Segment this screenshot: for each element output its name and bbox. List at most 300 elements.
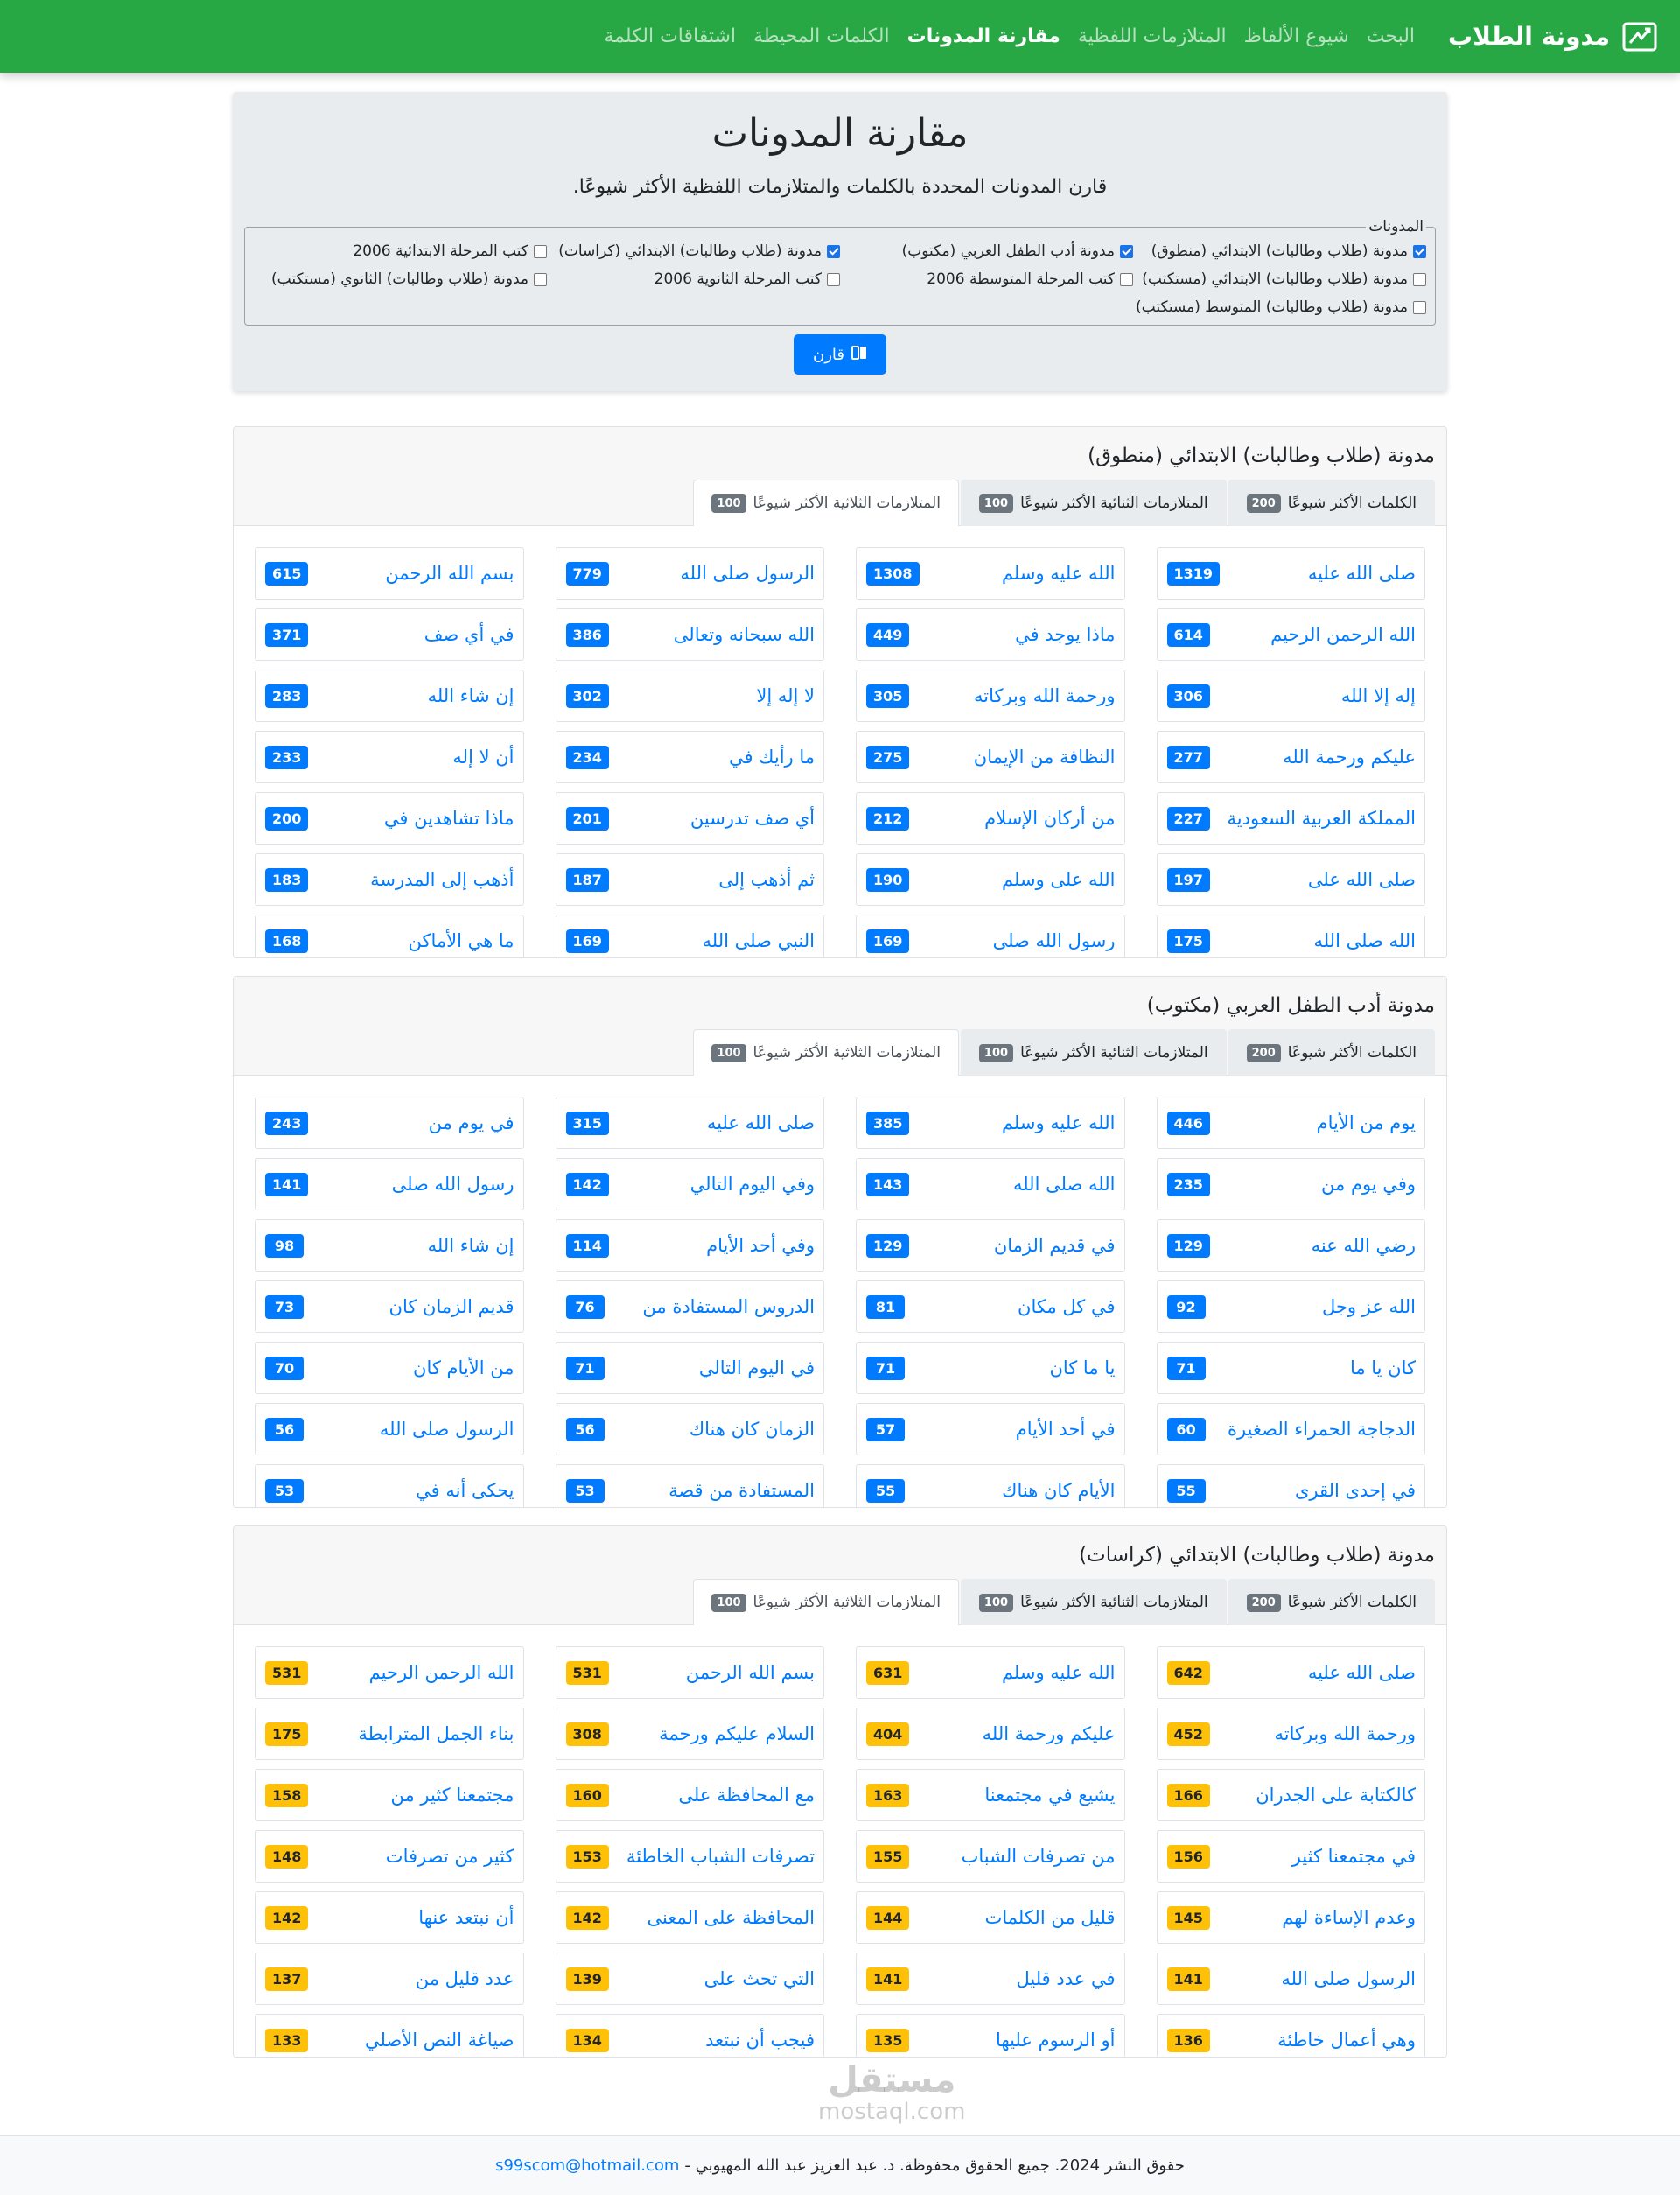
collocation-term[interactable]: قديم الزمان كان <box>388 1296 514 1317</box>
collocation-count-badge: 201 <box>566 807 609 831</box>
collocation-item[interactable] <box>255 1953 524 2005</box>
collocation-term[interactable]: النبي صلى الله <box>702 930 815 951</box>
collocation-term[interactable]: أذهب إلى المدرسة <box>370 869 514 890</box>
collocation-item[interactable] <box>856 1158 1125 1210</box>
collocation-term[interactable]: تصرفات الشباب الخاطئة <box>626 1846 815 1867</box>
tab-top-words[interactable] <box>1228 480 1435 526</box>
collocation-count-badge: 306 <box>1167 684 1210 708</box>
corpus-checkbox[interactable] <box>827 245 840 258</box>
collocation-item[interactable] <box>856 853 1125 906</box>
collocation-term[interactable]: في أحد الأيام <box>1015 1419 1116 1440</box>
collocation-term[interactable]: الله الرحمن الرحيم <box>368 1662 514 1683</box>
collocation-count-badge: 98 <box>265 1234 304 1258</box>
collocation-count-badge: 142 <box>265 1906 308 1930</box>
brand-name: مدونة الطلاب <box>1448 22 1610 51</box>
collocation-item[interactable] <box>556 1646 825 1699</box>
collocation-term[interactable]: بسم الله الرحمن <box>385 563 514 584</box>
collocation-count-badge: 275 <box>866 746 909 769</box>
collocation-term[interactable]: في اليوم التالي <box>698 1357 815 1378</box>
tab-label: المتلازمات الثنائية الأكثر شيوعًا <box>1020 494 1208 512</box>
result-tabs <box>691 1579 1435 1625</box>
collocation-item[interactable] <box>255 853 524 906</box>
collocation-item[interactable] <box>556 1891 825 1944</box>
collocation-count-badge: 308 <box>566 1722 609 1746</box>
corpus-option[interactable] <box>547 270 840 288</box>
collocation-item[interactable] <box>1157 670 1426 722</box>
result-tabs <box>691 1029 1435 1076</box>
collocation-item[interactable] <box>856 1708 1125 1760</box>
collocation-term[interactable]: ورحمة الله وبركاته <box>1274 1723 1416 1744</box>
collocation-item[interactable] <box>1157 853 1426 906</box>
collocation-item[interactable] <box>856 1403 1125 1455</box>
collocation-item[interactable] <box>556 670 825 722</box>
collocation-term[interactable]: الله سبحانه وتعالى <box>673 624 815 645</box>
corpora-legend: المدونات <box>1368 218 1424 235</box>
collocation-term[interactable]: كثير من تصرفات <box>385 1846 514 1867</box>
collocation-term[interactable]: الله صلى الله <box>1313 930 1416 951</box>
collocation-term[interactable]: النظافة من الإيمان <box>973 747 1116 768</box>
collocation-item[interactable] <box>1157 1769 1426 1821</box>
collocation-count-badge: 71 <box>566 1357 605 1380</box>
collocation-term[interactable]: ماذا يوجد في <box>1015 624 1116 645</box>
collocation-term[interactable]: وعدم الإساءة لهم <box>1282 1907 1416 1928</box>
collocation-item[interactable] <box>255 1403 524 1455</box>
collocation-count-badge: 144 <box>866 1906 909 1930</box>
collocation-term[interactable]: الرسول صلى الله <box>379 1419 514 1440</box>
tab-count-badge: 200 <box>1247 1044 1281 1062</box>
tab-top-bigrams[interactable] <box>961 1579 1227 1625</box>
collocation-term[interactable]: يشيع في مجتمعنا <box>984 1785 1116 1806</box>
nav-frequency[interactable]: شيوع الألفاظ <box>1243 25 1349 47</box>
corpus-checkbox[interactable] <box>1413 273 1426 286</box>
collocation-item[interactable] <box>856 1769 1125 1821</box>
collocation-count-badge: 212 <box>866 807 909 831</box>
corpus-title: مدونة أدب الطفل العربي (مكتوب) <box>1146 994 1435 1017</box>
collocation-item[interactable] <box>1157 1403 1426 1455</box>
collocation-term[interactable]: ما رأيك في <box>728 747 815 768</box>
corpus-option[interactable] <box>1133 242 1426 260</box>
collocation-term[interactable]: في مجتمعنا كثير <box>1292 1846 1416 1867</box>
collocation-count-badge: 92 <box>1167 1295 1206 1319</box>
collocation-item[interactable] <box>255 2014 524 2057</box>
main-container <box>233 92 1447 2058</box>
collocation-item[interactable] <box>1157 2014 1426 2057</box>
collocation-item[interactable] <box>1157 731 1426 783</box>
collocation-item[interactable] <box>856 915 1125 957</box>
card-header <box>234 1526 1446 1625</box>
collocation-item[interactable] <box>556 1219 825 1272</box>
collocation-term[interactable]: إن شاء الله <box>427 685 514 706</box>
collocation-term[interactable]: صلى الله عليه <box>706 1112 815 1133</box>
compare-button-label: قارن <box>813 345 844 364</box>
tab-label: المتلازمات الثنائية الأكثر شيوعًا <box>1020 1044 1208 1062</box>
collocation-item[interactable] <box>856 2014 1125 2057</box>
collocation-term[interactable]: في إحدى القرى <box>1294 1480 1416 1501</box>
tab-count-badge: 100 <box>979 494 1013 513</box>
collocation-count-badge: 53 <box>566 1479 605 1503</box>
collocation-term[interactable]: في كل مكان <box>1018 1296 1116 1317</box>
tab-top-trigrams[interactable] <box>693 480 959 526</box>
collocation-item[interactable] <box>856 1280 1125 1333</box>
brand[interactable] <box>1448 19 1657 54</box>
collocation-term[interactable]: الله عليه وسلم <box>1001 563 1116 584</box>
collocation-item[interactable] <box>556 1708 825 1760</box>
collocation-term[interactable]: التي تحث على <box>704 1968 815 1989</box>
collocation-item[interactable] <box>1157 1464 1426 1507</box>
collocation-item[interactable] <box>255 1158 524 1210</box>
collocation-count-badge: 163 <box>866 1784 909 1807</box>
footer-email-link[interactable]: s99scom@hotmail.com <box>495 2156 680 2175</box>
collocation-item[interactable] <box>1157 1830 1426 1883</box>
collocation-count-badge: 139 <box>566 1967 609 1991</box>
collocation-item[interactable] <box>556 731 825 783</box>
tab-label: المتلازمات الثنائية الأكثر شيوعًا <box>1020 1594 1208 1611</box>
collocation-count-badge: 234 <box>566 746 609 769</box>
collocation-count-badge: 57 <box>866 1418 905 1441</box>
collocation-item[interactable] <box>255 1646 524 1699</box>
compare-panel <box>233 92 1447 391</box>
collocation-count-badge: 143 <box>866 1173 909 1196</box>
collocation-count-badge: 153 <box>566 1845 609 1869</box>
nav-collocations[interactable]: المتلازمات اللفظية <box>1077 25 1227 47</box>
collocation-term[interactable]: صلى الله على <box>1307 869 1416 890</box>
tab-count-badge: 100 <box>711 1594 746 1612</box>
collocation-count-badge: 136 <box>1167 2029 1210 2052</box>
navbar <box>0 0 1680 73</box>
collocation-count-badge: 446 <box>1167 1112 1210 1135</box>
collocation-term[interactable]: أي صف تدرسين <box>690 808 815 829</box>
collocation-item[interactable] <box>856 1342 1125 1394</box>
collocation-item[interactable] <box>1157 915 1426 957</box>
corpus-option[interactable] <box>1133 270 1426 288</box>
collocation-term[interactable]: من أركان الإسلام <box>984 808 1116 829</box>
collocation-term[interactable]: الرسول صلى الله <box>1281 1968 1416 1989</box>
collocation-term[interactable]: في يوم من <box>428 1112 514 1133</box>
card-body <box>234 1076 1446 1507</box>
result-tabs <box>691 480 1435 526</box>
collocation-term[interactable]: إن شاء الله <box>427 1235 514 1256</box>
tab-top-words[interactable] <box>1228 1579 1435 1625</box>
signature-logo-icon <box>1622 19 1657 54</box>
collocation-item[interactable] <box>255 1769 524 1821</box>
collocation-item[interactable] <box>856 1219 1125 1272</box>
collocation-item[interactable] <box>255 1342 524 1394</box>
collocation-term[interactable]: ورحمة الله وبركاته <box>973 685 1116 706</box>
collocation-term[interactable]: الدجاجة الحمراء الصغيرة <box>1228 1419 1416 1440</box>
collocation-term[interactable]: المحافظة على المعنى <box>647 1907 815 1928</box>
collocation-item[interactable] <box>255 547 524 600</box>
collocation-term[interactable]: عليكم ورحمة الله <box>982 1723 1116 1744</box>
collocation-item[interactable] <box>255 1891 524 1944</box>
collocation-item[interactable] <box>856 670 1125 722</box>
collocation-term[interactable]: فيجب أن نبتعد <box>705 2030 815 2051</box>
collocation-item[interactable] <box>856 1646 1125 1699</box>
collocation-term[interactable]: كالكتابة على الجدران <box>1256 1785 1416 1806</box>
tab-label: الكلمات الأكثر شيوعًا <box>1287 1044 1417 1062</box>
collocation-list <box>255 1646 1425 2057</box>
collocation-item[interactable] <box>556 1158 825 1210</box>
collocation-count-badge: 114 <box>566 1234 609 1258</box>
collocation-item[interactable] <box>255 731 524 783</box>
collocation-item[interactable] <box>856 1891 1125 1944</box>
card-body <box>234 526 1446 957</box>
collocation-item[interactable] <box>255 1097 524 1149</box>
corpus-checkbox[interactable] <box>827 273 840 286</box>
collocation-count-badge: 404 <box>866 1722 909 1746</box>
collocation-item[interactable] <box>856 731 1125 783</box>
tab-count-badge: 200 <box>1247 1594 1281 1612</box>
collocation-item[interactable] <box>556 1403 825 1455</box>
collocation-term[interactable]: من تصرفات الشباب <box>961 1846 1116 1867</box>
collocation-count-badge: 277 <box>1167 746 1210 769</box>
tab-count-badge: 100 <box>979 1594 1013 1612</box>
collocation-term[interactable]: الزمان كان هناك <box>689 1419 815 1440</box>
page-lead: قارن المدونات المحددة بالكلمات والمتلازمات اللفظية الأكثر شيوعًا. <box>572 176 1108 198</box>
collocation-term[interactable]: يا ما كان <box>1049 1357 1116 1378</box>
corpus-option-label: كتب المرحلة الابتدائية 2006 <box>353 242 528 260</box>
collocation-term[interactable]: وهي أعمال خاطئة <box>1278 2030 1416 2051</box>
collocation-term[interactable]: صلى الله عليه <box>1307 1662 1416 1683</box>
collocation-item[interactable] <box>856 792 1125 845</box>
collocation-term[interactable]: يحكى أنه في <box>416 1480 514 1501</box>
collocation-count-badge: 142 <box>566 1906 609 1930</box>
collocation-item[interactable] <box>556 1097 825 1149</box>
tab-label: المتلازمات الثلاثية الأكثر شيوعًا <box>752 494 941 512</box>
collocation-count-badge: 129 <box>1167 1234 1210 1258</box>
collocation-item[interactable] <box>556 1464 825 1507</box>
corpus-option[interactable] <box>254 270 547 288</box>
collocation-item[interactable] <box>1157 1097 1426 1149</box>
footer-copyright: حقوق النشر 2024. جميع الحقوق محفوظة. د. عبد العزيز عبد الله المهيوبي - <box>684 2156 1185 2175</box>
collocation-term[interactable]: لا إله إلا <box>756 685 815 706</box>
collocation-term[interactable]: في عدد قليل <box>1016 1968 1116 1989</box>
corpus-checkbox[interactable] <box>1120 273 1133 286</box>
corpus-title: مدونة (طلاب وطالبات) الابتدائي (منطوق) <box>1088 445 1435 467</box>
collocation-item[interactable] <box>556 1953 825 2005</box>
collocation-count-badge: 531 <box>566 1661 609 1685</box>
collocation-count-badge: 158 <box>265 1784 308 1807</box>
collocation-term[interactable]: صلى الله عليه <box>1307 563 1416 584</box>
corpus-results-card <box>233 1525 1447 2058</box>
nav-surrounding-words[interactable]: الكلمات المحيطة <box>753 25 890 47</box>
collocation-item[interactable] <box>856 608 1125 661</box>
collocation-item[interactable] <box>856 1830 1125 1883</box>
nav-word-derivations[interactable]: اشتقاقات الكلمة <box>604 25 737 47</box>
nav-search[interactable]: البحث <box>1366 25 1416 47</box>
collocation-item[interactable] <box>1157 1953 1426 2005</box>
collocation-term[interactable]: إله إلا الله <box>1340 685 1416 706</box>
collocation-term[interactable]: السلام عليكم ورحمة <box>659 1723 815 1744</box>
collocation-term[interactable]: يوم من الأيام <box>1316 1112 1416 1133</box>
collocation-item[interactable] <box>1157 1342 1426 1394</box>
collocation-term[interactable]: الله الرحمن الرحيم <box>1270 624 1416 645</box>
collocation-item[interactable] <box>556 1769 825 1821</box>
collocation-term[interactable]: وفي أحد الأيام <box>706 1235 815 1256</box>
collocation-count-badge: 615 <box>265 562 308 586</box>
tab-label: المتلازمات الثلاثية الأكثر شيوعًا <box>752 1594 941 1611</box>
corpus-option[interactable] <box>840 242 1133 260</box>
collocation-count-badge: 155 <box>866 1845 909 1869</box>
collocation-count-badge: 60 <box>1167 1418 1206 1441</box>
collocation-count-badge: 385 <box>866 1112 909 1135</box>
collocation-item[interactable] <box>556 2014 825 2057</box>
footer <box>0 2135 1680 2195</box>
collocation-term[interactable]: صياغة النص الأصلي <box>364 2030 514 2051</box>
collocation-term[interactable]: الله عز وجل <box>1322 1296 1416 1317</box>
collocation-item[interactable] <box>856 1464 1125 1507</box>
tab-top-words[interactable] <box>1228 1029 1435 1076</box>
collocation-term[interactable]: أن نبتعد عنها <box>418 1907 514 1928</box>
collocation-item[interactable] <box>856 1097 1125 1149</box>
collocation-count-badge: 1308 <box>866 562 920 586</box>
collocation-term[interactable]: ماذا تشاهدين في <box>383 808 514 829</box>
collocation-item[interactable] <box>255 670 524 722</box>
tab-top-trigrams[interactable] <box>693 1579 959 1625</box>
collocation-count-badge: 452 <box>1167 1722 1210 1746</box>
collocation-term[interactable]: ثم أذهب إلى <box>718 869 815 890</box>
collocation-item[interactable] <box>1157 1646 1426 1699</box>
collocation-count-badge: 141 <box>866 1967 909 1991</box>
corpus-option[interactable] <box>254 242 547 260</box>
collocation-item[interactable] <box>255 1830 524 1883</box>
collocation-term[interactable]: قليل من الكلمات <box>984 1907 1116 1928</box>
corpus-option[interactable] <box>840 270 1133 288</box>
collocation-term[interactable]: بسم الله الرحمن <box>685 1662 815 1683</box>
collocation-item[interactable] <box>255 792 524 845</box>
collocation-count-badge: 449 <box>866 623 909 647</box>
collocation-item[interactable] <box>556 853 825 906</box>
collocation-term[interactable]: رسول الله صلى <box>391 1174 514 1195</box>
collocation-item[interactable] <box>556 1830 825 1883</box>
collocation-term[interactable]: في أي صف <box>424 624 514 645</box>
collocation-term[interactable]: ما هي الأماكن <box>408 930 514 951</box>
collocation-count-badge: 141 <box>265 1173 308 1196</box>
corpus-checkbox[interactable] <box>1413 245 1426 258</box>
compare-button[interactable] <box>794 334 886 375</box>
collocation-count-badge: 53 <box>265 1479 304 1503</box>
collocation-item[interactable] <box>255 608 524 661</box>
collocation-count-badge: 779 <box>566 562 609 586</box>
collocation-count-badge: 315 <box>566 1112 609 1135</box>
tab-top-bigrams[interactable] <box>961 480 1227 526</box>
collocation-term[interactable]: المملكة العربية السعودية <box>1227 808 1416 829</box>
collocation-item[interactable] <box>856 1953 1125 2005</box>
collocation-term[interactable]: أو الرسوم عليها <box>996 2030 1116 2051</box>
collocation-count-badge: 227 <box>1167 807 1210 831</box>
collocation-count-badge: 243 <box>265 1112 308 1135</box>
tab-count-badge: 100 <box>711 494 746 513</box>
collocation-term[interactable]: في قديم الزمان <box>993 1235 1116 1256</box>
corpus-option-label: كتب المرحلة المتوسطة 2006 <box>927 270 1115 288</box>
collocation-item[interactable] <box>255 1708 524 1760</box>
collocation-item[interactable] <box>255 915 524 957</box>
results-sections <box>233 426 1447 2058</box>
collocation-item[interactable] <box>1157 1708 1426 1760</box>
collocation-item[interactable] <box>1157 1219 1426 1272</box>
collocation-term[interactable]: الله عليه وسلم <box>1001 1662 1116 1683</box>
card-header <box>234 977 1446 1076</box>
collocation-term[interactable]: مع المحافظة على <box>678 1785 815 1806</box>
collocation-item[interactable] <box>255 1219 524 1272</box>
collocation-item[interactable] <box>255 1280 524 1333</box>
collocation-item[interactable] <box>556 915 825 957</box>
collocation-term[interactable]: عليكم ورحمة الله <box>1283 747 1416 768</box>
corpus-checkbox[interactable] <box>534 273 547 286</box>
collocation-term[interactable]: الله عليه وسلم <box>1001 1112 1116 1133</box>
collocation-term[interactable]: مجتمعنا كثير من <box>390 1785 514 1806</box>
collocation-item[interactable] <box>556 792 825 845</box>
collocation-term[interactable]: وفي اليوم التالي <box>690 1174 815 1195</box>
collocation-term[interactable]: الله على وسلم <box>1002 869 1116 890</box>
collocation-count-badge: 531 <box>265 1661 308 1685</box>
collocation-term[interactable]: أن لا إله <box>452 747 514 768</box>
collocation-term[interactable]: كان يا ما <box>1349 1357 1416 1378</box>
collocation-count-badge: 190 <box>866 868 909 892</box>
corpus-option[interactable] <box>547 242 840 260</box>
collocation-item[interactable] <box>556 1280 825 1333</box>
collocation-count-badge: 55 <box>1167 1479 1206 1503</box>
corpus-checkbox[interactable] <box>1413 301 1426 314</box>
corpora-options <box>254 241 1426 316</box>
compare-icon <box>851 345 867 365</box>
collocation-count-badge: 183 <box>265 868 308 892</box>
corpus-option-label: مدونة (طلاب وطالبات) الابتدائي (منطوق) <box>1151 242 1408 260</box>
collocation-count-badge: 71 <box>1167 1357 1206 1380</box>
page-title: مقارنة المدونات <box>711 111 969 156</box>
collocation-item[interactable] <box>1157 1280 1426 1333</box>
collocation-term[interactable]: عدد قليل من <box>415 1968 514 1989</box>
nav-compare-corpora[interactable]: مقارنة المدونات <box>906 25 1060 47</box>
collocation-item[interactable] <box>856 547 1125 600</box>
collocation-item[interactable] <box>556 547 825 600</box>
collocation-term[interactable]: الله صلى الله <box>1012 1174 1116 1195</box>
collocation-term[interactable]: رضي الله عنه <box>1311 1235 1416 1256</box>
collocation-count-badge: 197 <box>1167 868 1210 892</box>
card-header <box>234 427 1446 526</box>
collocation-term[interactable]: وفي يوم من <box>1321 1174 1416 1195</box>
corpus-option[interactable] <box>1133 298 1426 316</box>
collocation-term[interactable]: رسول الله صلى <box>992 930 1116 951</box>
collocation-count-badge: 133 <box>265 2029 308 2052</box>
watermark-latin: mostaql.com <box>818 2099 966 2125</box>
collocation-term[interactable]: بناء الجمل المترابطة <box>358 1723 514 1744</box>
collocation-item[interactable] <box>556 1342 825 1394</box>
collocation-item[interactable] <box>1157 608 1426 661</box>
collocation-item[interactable] <box>1157 792 1426 845</box>
collocation-item[interactable] <box>1157 1158 1426 1210</box>
collocation-count-badge: 187 <box>566 868 609 892</box>
collocation-term[interactable]: الرسول صلى الله <box>680 563 815 584</box>
collocation-count-badge: 71 <box>866 1357 905 1380</box>
collocation-item[interactable] <box>556 608 825 661</box>
collocation-count-badge: 235 <box>1167 1173 1210 1196</box>
collocation-term[interactable]: الدروس المستفادة من <box>642 1296 815 1317</box>
collocation-term[interactable]: المستفادة من قصة <box>668 1480 815 1501</box>
tab-top-trigrams[interactable] <box>693 1029 959 1076</box>
collocation-list <box>255 1097 1425 1507</box>
collocation-term[interactable]: من الأيام كان <box>413 1357 514 1378</box>
collocation-item[interactable] <box>255 1464 524 1507</box>
corpus-checkbox[interactable] <box>1120 245 1133 258</box>
corpus-option-label: كتب المرحلة الثانوية 2006 <box>654 270 822 288</box>
collocation-term[interactable]: الأيام كان هناك <box>1002 1480 1116 1501</box>
collocation-item[interactable] <box>1157 547 1426 600</box>
tab-top-bigrams[interactable] <box>961 1029 1227 1076</box>
collocation-item[interactable] <box>1157 1891 1426 1944</box>
collocation-count-badge: 175 <box>1167 929 1210 953</box>
collocation-count-badge: 169 <box>566 929 609 953</box>
corpus-checkbox[interactable] <box>534 245 547 258</box>
